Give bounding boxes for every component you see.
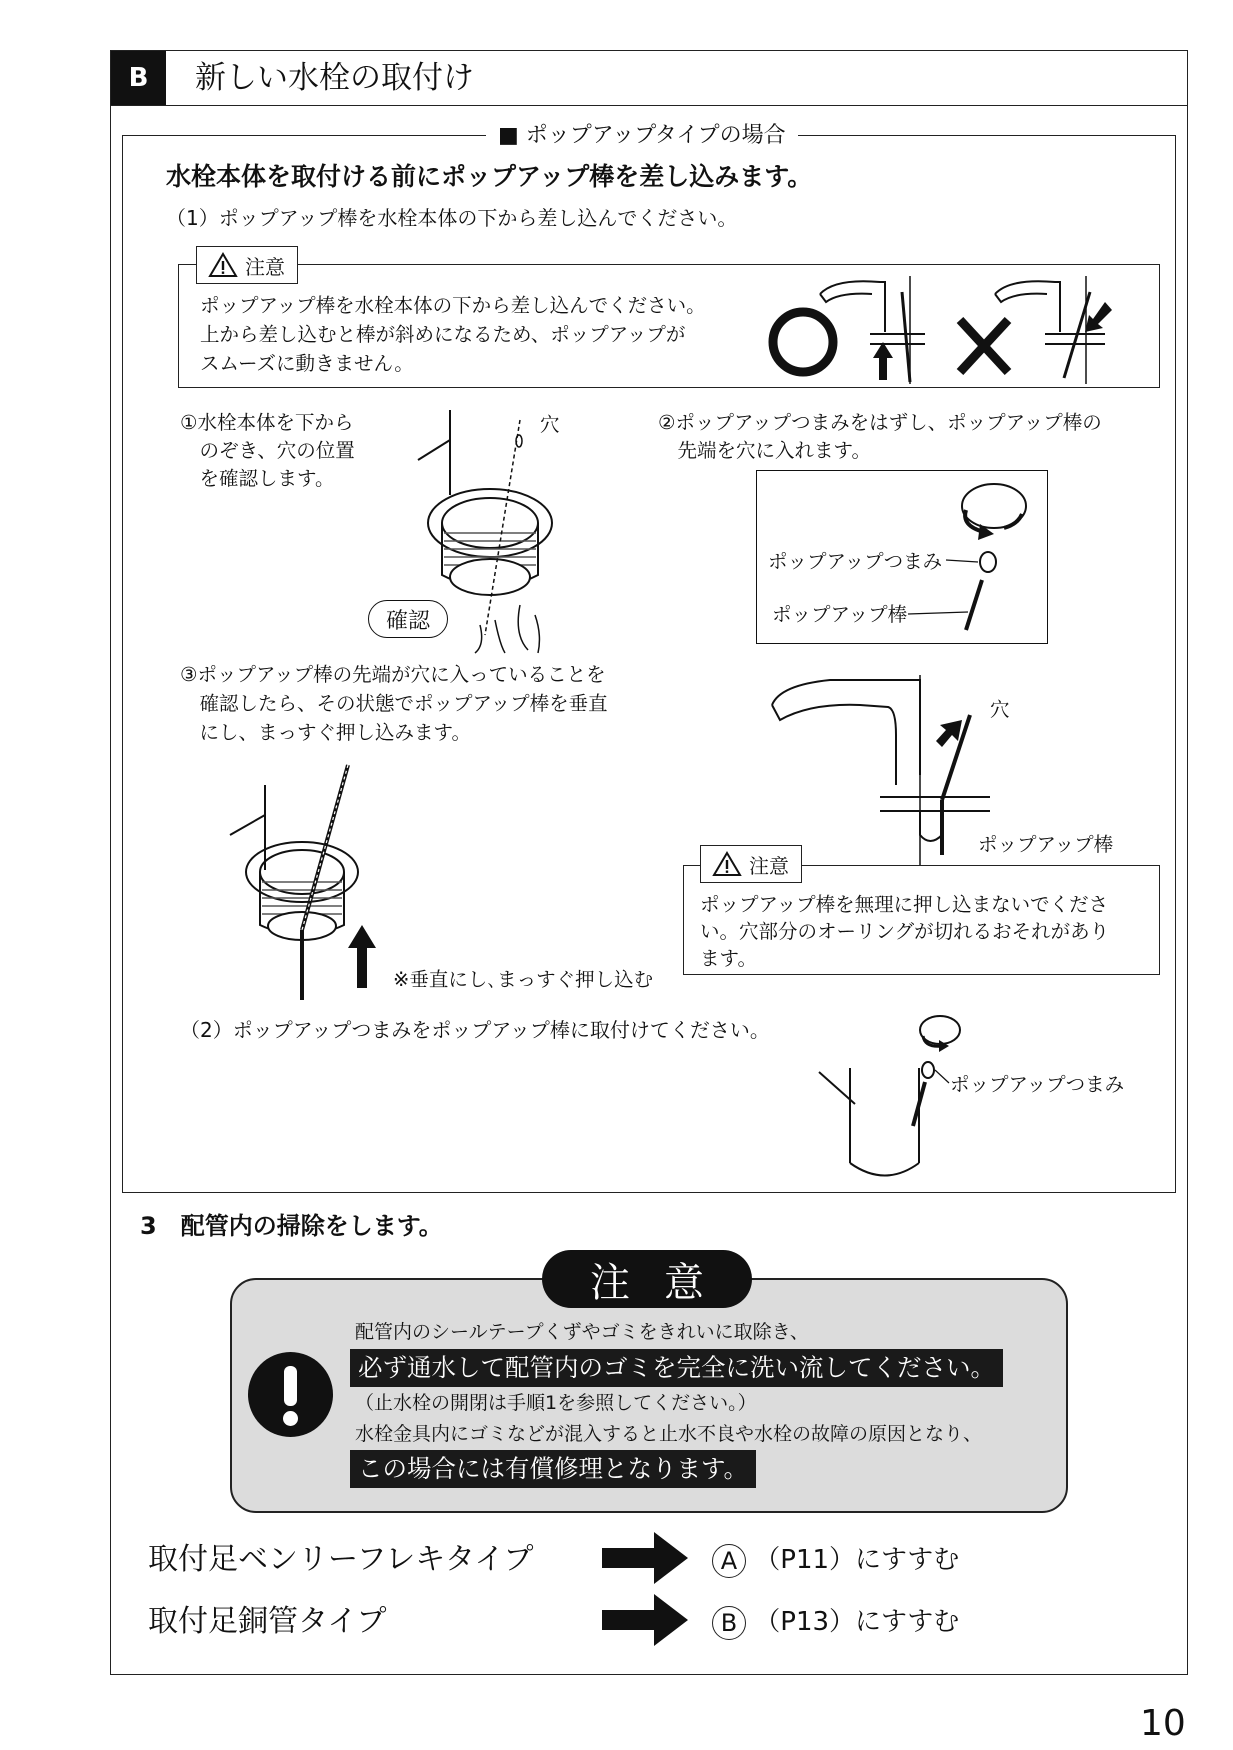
popup-lead-text: 水栓本体を取付ける前にポップアップ棒を差し込みます。 (166, 162, 813, 191)
circled-letter-b: B (712, 1606, 746, 1640)
next-label-copper: 取付足銅管タイプ (148, 1604, 387, 1639)
caution-1-line-3: スムーズに動きません。 (200, 352, 414, 375)
section-title: 新しい水栓の取付け (195, 60, 474, 96)
correct-incorrect-illustration (760, 272, 1160, 384)
caution-2-line-3: ます。 (700, 947, 757, 970)
sub3-note: ※垂直にし､まっすぐ押し込む (393, 968, 654, 991)
step2-text: （2）ポップアップつまみをポップアップ棒に取付けてください。 (180, 1018, 770, 1042)
sub3-rod-label: ポップアップ棒 (978, 833, 1114, 856)
big-caution-pill: 注意 (542, 1250, 752, 1308)
next-target-copper (712, 1602, 959, 1642)
sub3-line-1: ③ポップアップ棒の先端が穴に入っていることを (180, 663, 606, 686)
caution-1-line-2: 上から差し込むと棒が斜めになるため、ポップアップが (200, 323, 686, 346)
caution-tag-1-label: 注意 (245, 254, 285, 279)
step1-text: （1）ポップアップ棒を水栓本体の下から差し込んでください。 (166, 206, 738, 230)
next-target-copper-text: （P13）にすすむ (754, 1607, 960, 1637)
step2-illustration (815, 1008, 965, 1188)
big-caution-highlight-2: この場合には有償修理となります。 (350, 1450, 756, 1488)
sub2-line-1: ②ポップアップつまみをはずし、ポップアップ棒の (658, 411, 1102, 434)
sub3-line-3: にし、まっすぐ押し込みます。 (180, 721, 471, 744)
warning-triangle-icon (713, 851, 741, 877)
sub2-knob-label: ポップアップつまみ (768, 550, 943, 573)
caution-2-line-2: い。穴部分のオーリングが切れるおそれがあり (700, 920, 1110, 943)
correct-circle-icon (773, 312, 833, 372)
sub1-line-1: ①水栓本体を下から (180, 411, 354, 434)
big-caution-line-3: 水栓金具内にゴミなどが混入すると止水不良や水栓の故障の原因となり、 (355, 1423, 983, 1445)
down-left-arrow-icon (1085, 302, 1112, 332)
incorrect-x-icon (960, 320, 1008, 372)
page-number: 10 (1140, 1703, 1186, 1744)
up-arrow-icon (873, 342, 893, 380)
sub3-hole-label: 穴 (990, 698, 1010, 721)
sub1-line-2: のぞき、穴の位置 (180, 439, 355, 462)
circled-letter-a: A (712, 1544, 746, 1578)
sub2-line-2: 先端を穴に入れます。 (658, 439, 871, 462)
right-arrow-icon (602, 1532, 688, 1584)
sub2-rod-label: ポップアップ棒 (772, 603, 908, 626)
right-arrow-icon (602, 1594, 688, 1646)
sub3-line-2: 確認したら、その状態でポップアップ棒を垂直 (180, 692, 608, 715)
warning-triangle-icon (209, 252, 237, 278)
next-target-flexi (712, 1540, 959, 1580)
diagonal-up-arrow-icon (936, 720, 962, 747)
step3-title: 3 配管内の掃除をします。 (140, 1212, 443, 1240)
caution-tag-2-label: 注意 (749, 853, 789, 878)
big-caution-line-1: 配管内のシールテープくずやゴミをきれいに取除き、 (355, 1321, 809, 1343)
push-up-arrow-icon (348, 925, 376, 988)
next-label-flexi: 取付足ベンリーフレキタイプ (148, 1542, 534, 1577)
caution-1-line-1: ポップアップ棒を水栓本体の下から差し込んでください。 (200, 294, 706, 317)
caution-tag-2 (700, 845, 802, 883)
exclamation-icon (248, 1352, 333, 1437)
big-caution-highlight-1: 必ず通水して配管内のゴミを完全に洗い流してください。 (350, 1349, 1003, 1387)
caution-tag-1 (196, 246, 298, 284)
sub1-line-3: を確認します。 (180, 467, 335, 490)
next-target-flexi-text: （P11）にすすむ (754, 1545, 960, 1575)
caution-2-line-1: ポップアップ棒を無理に押し込まないでくださ (700, 893, 1109, 916)
sub1-hole-label: 穴 (540, 413, 560, 436)
confirm-label: 確認 (368, 600, 448, 638)
popup-type-legend: ■ ポップアップタイプの場合 (486, 121, 798, 151)
sub3-illustration (220, 760, 420, 1010)
step2-knob-label: ポップアップつまみ (950, 1073, 1125, 1096)
section-badge: B (111, 51, 166, 105)
big-caution-line-2: （止水栓の開閉は手順1を参照してください。） (355, 1392, 757, 1414)
